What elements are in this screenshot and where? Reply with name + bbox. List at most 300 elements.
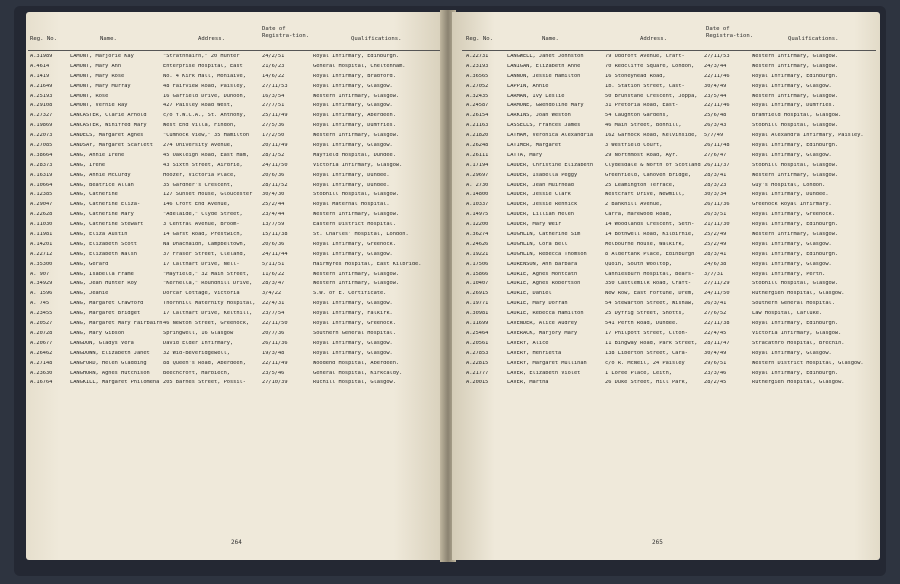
entry-address: 54 Caughton Gardens, — [605, 113, 669, 119]
reg-no: A.17506 — [466, 261, 489, 267]
register-entry — [26, 74, 444, 84]
entry-name: LANG, Beatrice Allan — [70, 182, 134, 188]
register-entry — [26, 361, 444, 371]
page-number: 264 — [231, 539, 242, 546]
entry-date: 30/4/49 — [704, 350, 727, 356]
register-entry — [452, 74, 880, 84]
reg-no: A.23193 — [466, 63, 489, 69]
register-entry — [26, 222, 444, 232]
reg-no: A.16319 — [30, 172, 53, 178]
entry-qualification: Royal Infirmary, Glasgow. — [313, 83, 393, 89]
reg-no: A.12200 — [466, 222, 489, 228]
register-entry — [26, 232, 444, 242]
entry-qualification: Bramfield Hospital, Glasgow. — [752, 113, 842, 119]
entry-address: 14 Bothwell Road, Kilbirnie, — [605, 232, 695, 238]
reg-no: A.22712 — [30, 251, 53, 257]
entry-name: LAMONT, Vernie Ray — [70, 103, 128, 109]
reg-no: A. 907 — [30, 271, 50, 277]
reg-no: A.34929 — [30, 281, 53, 287]
entry-date: 28/3/23 — [704, 182, 727, 188]
entry-qualification: Royal Infirmary, Glasgow. — [313, 103, 393, 109]
entry-address: 427 Paisley Road West, — [163, 103, 234, 109]
entry-date: 25/6/48 — [704, 113, 727, 119]
entry-name: LANGHORN, Agnes Hutchison — [70, 370, 150, 376]
entry-address: 350 Castlemilk Road, Craft- — [605, 281, 692, 287]
reg-no: A.20677 — [30, 340, 53, 346]
entry-qualification: Royal Infirmary, Bradford. — [313, 73, 396, 79]
reg-no: A.11030 — [30, 222, 53, 228]
entry-qualification: Royal Infirmary, Aberdeen. — [313, 113, 396, 119]
register-entry — [452, 192, 880, 202]
reg-no: A.10337 — [466, 202, 489, 208]
register-entry — [452, 133, 880, 143]
register-entry — [452, 54, 880, 64]
reg-no: A.29047 — [30, 202, 53, 208]
entry-name: LANCASTER, Winifred Mary — [70, 123, 147, 129]
entry-date: 27/5/36 — [262, 123, 285, 129]
entry-name: LARMONE, Gwendoline Mary — [507, 103, 584, 109]
entry-address: 138 Liberton Street, Cara- — [605, 350, 688, 356]
reg-no: A.26248 — [466, 143, 489, 149]
entry-qualification: Stobhill Hospital, Glasgow. — [752, 162, 839, 168]
reg-no: A.26154 — [466, 113, 489, 119]
entry-name: LAVERY, Alice — [507, 340, 549, 346]
entry-address: No. 4 Kirk Hall, Moniaive, — [163, 73, 246, 79]
register-entry — [26, 173, 444, 183]
entry-name: LANG, Margaret Mary Fairbairn — [70, 321, 162, 327]
register-entry — [452, 301, 880, 311]
entry-address: 26 Duke Street, Hill Park, — [605, 380, 688, 386]
register-entry — [452, 242, 880, 252]
entry-qualification: Western Infirmary, Glasgow. — [752, 54, 839, 59]
reg-no: A.27148 — [30, 360, 53, 366]
reg-no: A.27327 — [30, 113, 53, 119]
register-entry — [26, 163, 444, 173]
entry-date: 26/3/43 — [704, 123, 727, 129]
entry-date: 24/11/44 — [262, 251, 288, 257]
register-entry — [452, 64, 880, 74]
entry-name: LANG, Annie McCurdy — [70, 172, 131, 178]
entry-name: LATIMER, Margaret — [507, 143, 562, 149]
entry-name: LANGWELL, Janet Johnston — [507, 54, 584, 59]
entry-name: LAUGHLIN, Rebecca Thomson — [507, 251, 587, 257]
entry-address: New Row, East Fortune, Drem, — [605, 291, 695, 297]
entry-date: 3/7/31 — [704, 271, 724, 277]
entry-qualification: Royal Infirmary, Edinburgh. — [752, 143, 839, 149]
entry-name: LANCASTER, Clarie Arnold — [70, 113, 147, 119]
entry-name: LAURIE, Agnes Robertson — [507, 281, 581, 287]
reg-no: A.17194 — [466, 162, 489, 168]
entry-date: 27/10/39 — [262, 380, 288, 386]
entry-name: LANG, Catherine Mary — [70, 212, 134, 218]
entry-date: 27/11/53 — [704, 54, 730, 59]
entry-address: David Elder Infirmary, — [163, 340, 234, 346]
entry-name: LANG, Irene — [70, 162, 106, 168]
entry-date: 28/11/47 — [704, 340, 730, 346]
reg-no: A.15866 — [466, 271, 489, 277]
reg-no: A.14201 — [30, 241, 53, 247]
entry-address: 25 Dyfrig Street, Shotts, — [605, 311, 685, 317]
entry-name: LANNON, Jessie Hamilton — [507, 73, 581, 79]
entry-date: 28/1/52 — [262, 152, 285, 158]
entry-qualification: Stobhill Hospital, Glasgow. — [752, 281, 839, 287]
entry-qualification: Royal Infirmary, Edinburgh. — [752, 251, 839, 257]
entry-address: 70 Redcliffe Square, London, — [605, 63, 695, 69]
entry-address: "Adelaide," Clyde Street, — [163, 212, 243, 218]
entry-address: "Mayfield," 32 Main Street, — [163, 271, 250, 277]
entry-qualification: Royal Infirmary, Dundee. — [313, 182, 390, 188]
entry-name: LAUDER, Jessie Clark — [507, 192, 571, 198]
entry-date: 24/2/51 — [262, 54, 285, 59]
entry-address: Melbourne House, Walkirk, — [605, 241, 685, 247]
register-entry — [452, 103, 880, 113]
entry-qualification: Stobhill Hospital, Glasgow. — [752, 123, 839, 129]
register-entry — [26, 84, 444, 94]
register-entry — [26, 64, 444, 74]
entry-address: 37 Fraser Street, Cleland, — [163, 251, 246, 257]
entry-qualification: Royal Infirmary, Dumfries. — [313, 123, 396, 129]
entry-qualification: Royal Infirmary, Edinburgh. — [752, 370, 839, 376]
entry-qualification: General Hospital, Kirkcaldy. — [313, 370, 403, 376]
entry-address: 14 Woodlands Crescent, Seth- — [605, 222, 695, 228]
entry-qualification: Royal Infirmary, Greenock. — [752, 212, 835, 218]
reg-no: A.19869 — [30, 123, 53, 129]
entry-name: LASSELLS, Frances James — [507, 123, 581, 129]
entry-name: LAMONT, Mary Murray — [70, 83, 131, 89]
reg-no: A.22073 — [30, 133, 53, 139]
entry-name: LAURENSON, Ann Barbara — [507, 261, 578, 267]
entry-qualification: Victoria Infirmary, Glasgow. — [752, 330, 842, 336]
entry-qualification: Royal Infirmary, Perth. — [752, 271, 826, 277]
entry-date: 24/6/38 — [704, 261, 727, 267]
register-entry — [26, 242, 444, 252]
entry-date: 26/11/48 — [704, 143, 730, 149]
reg-no: A.26111 — [466, 152, 489, 158]
entry-qualification: Royal Infirmary, Glasgow. — [752, 83, 832, 89]
entry-name: LANDSAY, Margaret Scarlett — [70, 143, 153, 149]
entry-name: LANGDOWN, Elizabeth Janet — [70, 350, 150, 356]
entry-date: 28/11/52 — [262, 182, 288, 188]
entry-date: 25/2/49 — [704, 241, 727, 247]
entry-name: LAUDER, Jessie Rennick — [507, 202, 578, 208]
entry-date: 26/11/37 — [704, 162, 730, 168]
register-entry — [452, 202, 880, 212]
entry-qualification: Western Infirmary, Glasgow. — [313, 271, 400, 277]
reg-no: A.20015 — [466, 380, 489, 386]
entry-qualification: Royal Infirmary, Greenock. — [313, 241, 396, 247]
register-entry — [452, 222, 880, 232]
header-name: Name. — [100, 36, 117, 42]
entry-address: 11 Bingway Road, Park Street, — [605, 340, 698, 346]
entry-date: 28/3/41 — [704, 251, 727, 257]
register-entry — [26, 380, 444, 390]
entry-address: 3 Central Avenue, Broom- — [163, 222, 240, 228]
entry-date: 27/11/53 — [262, 83, 288, 89]
reg-no: A.20561 — [466, 340, 489, 346]
header-rule — [28, 50, 442, 51]
reg-no: A.10664 — [30, 182, 53, 188]
header-rule — [462, 50, 876, 51]
entry-address: 32 Wid-Beveridgewell, — [163, 350, 230, 356]
register-entry — [452, 321, 880, 331]
entry-address: 541 Perth Road, Dundee. — [605, 321, 679, 327]
entry-qualification: Southern General Hospital. — [313, 330, 396, 336]
entry-address: Carra, Harewood Road, — [605, 212, 672, 218]
entry-name: LAMONT, Mary Ann — [70, 63, 122, 69]
entry-date: 25/2/49 — [704, 232, 727, 238]
entry-qualification: Western Infirmary, Glasgow. — [752, 232, 839, 238]
entry-date: 15/11/38 — [262, 232, 288, 238]
entry-qualification: Greenock Royal Infirmary. — [752, 202, 832, 208]
entry-qualification: Hairmyres Hospital, East Kilbride. — [313, 261, 422, 267]
reg-no: A. 745 — [30, 301, 50, 307]
entry-address: 35 Gardner's Crescent, — [163, 182, 234, 188]
register-entry — [26, 113, 444, 123]
register-entry — [452, 380, 880, 390]
entry-name: LANG, Isabella Frame — [70, 271, 134, 277]
entry-qualification: Royal Infirmary, Glasgow. — [752, 261, 832, 267]
entry-name: LANGFORD, Helen Gladding — [70, 360, 147, 366]
entry-name: LATTA, Mary — [507, 152, 543, 158]
entry-qualification: Royal Infirmary, Greenock. — [313, 321, 396, 327]
entry-address: Enterprise Hospital, East — [163, 63, 243, 69]
entry-qualification: Ruthergien Hospital, Glasgow. — [752, 380, 845, 386]
entry-date: 27/6/47 — [704, 152, 727, 158]
entry-address: 17 Philpott Street, Clton- — [605, 330, 688, 336]
header-date: Date of Registra-tion. — [706, 26, 754, 39]
register-entry — [26, 351, 444, 361]
reg-no: A.29697 — [466, 172, 489, 178]
reg-no: A.38664 — [30, 152, 53, 158]
entry-name: LANG, Catherine Eliza- — [70, 202, 141, 208]
entry-address: 8 Aldertank Place, Edinburgh — [605, 251, 695, 257]
reg-no: A.22815 — [466, 360, 489, 366]
entry-name: LANG, Jean Hunter Roy — [70, 281, 137, 287]
entry-address: Springwell, 16 Glasgow — [163, 330, 234, 336]
entry-qualification: Royal Infirmary, Glasgow. — [313, 350, 393, 356]
entry-address: 274 University Avenue, — [163, 143, 234, 149]
entry-qualification: Royal Infirmary, Glasgow. — [752, 241, 832, 247]
reg-no: A.35300 — [30, 261, 53, 267]
entry-date: 29/6/51 — [704, 360, 727, 366]
reg-no: A.24587 — [466, 103, 489, 109]
reg-no: A.22731 — [466, 54, 489, 59]
reg-no: A.22628 — [30, 212, 53, 218]
register-entry — [26, 143, 444, 153]
entry-qualification: General Hospital, Cheltenham. — [313, 63, 406, 69]
header-date: Date of Registra-tion. — [262, 26, 310, 39]
entry-date: 22/11/38 — [704, 321, 730, 327]
header-reg-no: Reg. No. — [30, 36, 57, 42]
entry-name: LARKINS, Joan Weston — [507, 113, 571, 119]
entry-address: Dorcar Cottage, Victoria — [163, 291, 240, 297]
entry-qualification: Western Infirmary, Glasgow. — [313, 212, 400, 218]
entry-name: LAVERACK, Marjory Mary — [507, 330, 578, 336]
entry-address: Westcraft Drive, Newmill, — [605, 192, 685, 198]
entry-address: 43 Sixth Street, Airdrie, — [163, 162, 243, 168]
entry-qualification: Stracathro Hospital, Brechin. — [752, 340, 845, 346]
entry-date: 24/11/50 — [704, 291, 730, 297]
entry-qualification: Law Hospital, Carluke. — [752, 311, 823, 317]
register-entry — [26, 301, 444, 311]
entry-qualification: Western Infirmary, Glasgow. — [752, 63, 839, 69]
reg-no: A.1419 — [30, 73, 50, 79]
header-address: Address. — [198, 36, 225, 42]
reg-no: A.21820 — [466, 133, 489, 139]
reg-no: A.21649 — [30, 83, 53, 89]
right-entries — [452, 54, 880, 390]
register-entry — [452, 183, 880, 193]
entry-name: LAURIE, Mary Dorran — [507, 301, 568, 307]
reg-no: A.23455 — [30, 311, 53, 317]
entry-qualification: Ruchill Hospital, Glasgow. — [313, 380, 396, 386]
entry-name: LAMONT, Rose — [70, 93, 109, 99]
entry-qualification: St. Charles' Hospital, London. — [313, 232, 409, 238]
entry-address: 48 Fairview Road, Paisley, — [163, 83, 246, 89]
register-entry — [452, 143, 880, 153]
entry-address: West End Villa, Findon, — [163, 123, 237, 129]
entry-address: 127 Sunset House, Gloucester — [163, 192, 253, 198]
entry-qualification: Royal Infirmary, Glasgow. — [313, 143, 393, 149]
entry-qualification: Royal Infirmary, Dundee. — [313, 172, 390, 178]
entry-name: LAUGHLIN, Cora Bell — [507, 241, 568, 247]
register-entry — [26, 192, 444, 202]
reg-no: A.14975 — [466, 212, 489, 218]
entry-address: 3 Westfield Court, — [605, 143, 663, 149]
reg-no: A.31989 — [30, 54, 53, 59]
entry-qualification: Royal Infirmary, Glasgow. — [313, 251, 393, 257]
header-qualifications: Qualifications. — [788, 36, 839, 42]
register-entry — [26, 291, 444, 301]
reg-no: A.25464 — [466, 330, 489, 336]
reg-no: A.4614 — [30, 63, 50, 69]
entry-name: LANG, Catherine — [70, 192, 118, 198]
entry-address: "Cumnock View," 35 Hamilton — [163, 133, 250, 139]
entry-qualification: Ruthergien Hospital, Glasgow. — [752, 291, 845, 297]
entry-qualification: Royal Infirmary, Edinburgh. — [752, 73, 839, 79]
entry-name: LANG, Margaret Bridget — [70, 311, 141, 317]
entry-date: 5/7/49 — [704, 133, 724, 139]
entry-date: 17/2/50 — [262, 133, 285, 139]
entry-name: LAUGHLIN, Catherine Sim — [507, 232, 581, 238]
register-entry — [26, 183, 444, 193]
entry-date: 22/11/49 — [262, 360, 288, 366]
register-entry — [452, 371, 880, 381]
entry-name: LAURIE, Agnes Montcath — [507, 271, 578, 277]
entry-name: LAVERY, Margaret Mullinan — [507, 360, 587, 366]
entry-address: 17 Calthart Drive, Kelthill, — [163, 311, 253, 317]
register-entry — [452, 232, 880, 242]
entry-date: 23/4/44 — [262, 212, 285, 218]
entry-date: 23/5/44 — [704, 93, 727, 99]
entry-name: LAVENDER, Alice Audrey — [507, 321, 578, 327]
register-entry — [26, 103, 444, 113]
reg-no: A.19221 — [466, 251, 489, 257]
entry-date: 3/4/22 — [262, 291, 282, 297]
entry-qualification: Royal Infirmary, Falkirk. — [313, 311, 393, 317]
entry-address: Clydesdale & North of Scotland — [605, 162, 701, 168]
reg-no: A.27085 — [30, 143, 53, 149]
reg-no: A.21163 — [466, 123, 489, 129]
entry-qualification: Victoria Infirmary, Glasgow. — [313, 162, 403, 168]
entry-date: 28/2/45 — [704, 380, 727, 386]
entry-date: 20/6/36 — [262, 241, 285, 247]
reg-no: A.14800 — [466, 192, 489, 198]
entry-date: 26/3/41 — [704, 301, 727, 307]
entry-name: LANG, Margaret Crawford — [70, 301, 144, 307]
register-entry — [452, 331, 880, 341]
entry-date: 23/5/46 — [262, 370, 285, 376]
entry-date: 27/6/52 — [704, 311, 727, 317]
register-entry — [452, 341, 880, 351]
entry-qualification: Stobhill Hospital, Glasgow. — [313, 192, 400, 198]
entry-qualification: Western Infirmary, Glasgow. — [752, 172, 839, 178]
entry-qualification: Guy's Hospital, London. — [752, 182, 826, 188]
reg-no: A.28373 — [30, 162, 53, 168]
entry-qualification: Royal Infirmary, Edinburgh. — [313, 54, 400, 59]
entry-name: LAUDER, Mary Weir — [507, 222, 562, 228]
entry-date: 20/7/36 — [262, 330, 285, 336]
register-entry — [452, 173, 880, 183]
entry-address: Canniesburn Hospital, Bears- — [605, 271, 695, 277]
entry-name: LANG, Elizabeth Scott — [70, 241, 137, 247]
entry-date: 22/11/50 — [262, 321, 288, 327]
entry-address: 205 Barnes Street, Possil- — [163, 380, 246, 386]
register-entry — [26, 272, 444, 282]
entry-address: 54 Stewarton Street, Wishaw, — [605, 301, 695, 307]
register-entry — [26, 321, 444, 331]
entry-name: LANGDON, Gladys Vera — [70, 340, 134, 346]
entry-date: 28/3/41 — [704, 172, 727, 178]
register-entry — [26, 123, 444, 133]
entry-address: 50 Brunstane Crescent, Joppa, — [605, 93, 698, 99]
entry-address: 16 Stoneyhead Road, — [605, 73, 666, 79]
register-entry — [26, 54, 444, 64]
header-reg-no: Reg. No. — [466, 36, 493, 42]
entry-name: LAVER, Elizabeth Violet — [507, 370, 581, 376]
reg-no: A.26915 — [466, 291, 489, 297]
register-entry — [452, 252, 880, 262]
entry-address: 46 Newton Street, Greenock, — [163, 321, 250, 327]
entry-qualification: Royal Infirmary, Glasgow. — [752, 350, 832, 356]
entry-address: Na Dhachaidh, Campbeltown, — [163, 241, 246, 247]
entry-date: 20/6/36 — [262, 172, 285, 178]
entry-date: 21/11/30 — [704, 222, 730, 228]
entry-address: 31 Pretoria Road, East- — [605, 103, 679, 109]
register-entry — [452, 262, 880, 272]
entry-date: 30/4/30 — [262, 192, 285, 198]
reg-no: A.11981 — [30, 232, 53, 238]
register-entry — [452, 153, 880, 163]
reg-no: A.27052 — [466, 83, 489, 89]
entry-date: 25/2/44 — [262, 202, 285, 208]
reg-no: A.20527 — [30, 321, 53, 327]
entry-date: 13/7/59 — [262, 222, 285, 228]
entry-date: 30/4/49 — [704, 83, 727, 89]
entry-date: 28/3/47 — [262, 281, 285, 287]
entry-address: "Strathnairn," 20 Hunter — [163, 54, 240, 59]
reg-no: A.27853 — [466, 350, 489, 356]
entry-address: 29 Northmost Road, Ayr. — [605, 152, 679, 158]
reg-no: A.21777 — [466, 370, 489, 376]
entry-address: Hoozer, Victoria Place, — [163, 172, 237, 178]
entry-qualification: Royal Infirmary, Edinburgh. — [752, 321, 839, 327]
entry-address: 25 Leamington Terrace, — [605, 182, 676, 188]
entry-name: LANG, Mary Gibson — [70, 330, 125, 336]
entry-qualification: Royal Maternal Hospital. — [313, 202, 390, 208]
entry-address: "Kernella," Roundhill Drive, — [163, 281, 253, 287]
register-entry — [26, 331, 444, 341]
